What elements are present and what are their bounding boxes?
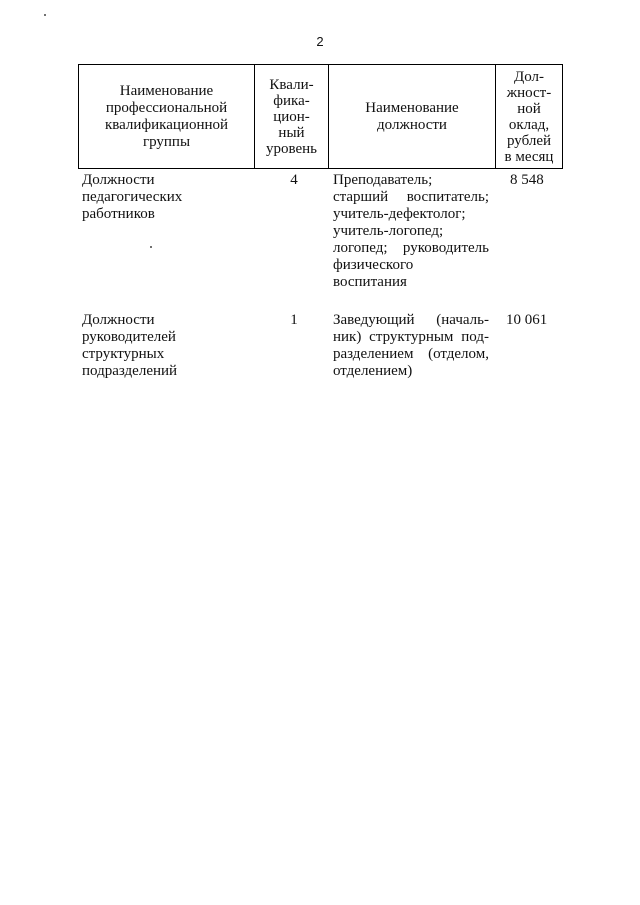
row2-position-line: отделением) [333, 363, 413, 379]
header-salary: Дол- жност- ной оклад, рублей в месяц [496, 65, 563, 169]
scan-speck [44, 14, 46, 16]
row1-group: Должности педагогических работников [82, 172, 183, 222]
row1-position-line: старший воспитатель; [333, 189, 489, 205]
header-position: Наименование должности [329, 65, 496, 169]
row2-group: Должности руководителей структурных подразделений [82, 312, 178, 379]
row2-position-line: Заведующий (началь- [333, 312, 489, 328]
row1-position-line: Преподаватель; [333, 172, 433, 188]
row2-salary: 10 061 [506, 312, 548, 328]
scan-speck [150, 246, 152, 248]
row2-level: 1 [290, 312, 298, 328]
row1-level: 4 [290, 172, 298, 188]
row1-position-line: логопед; руководитель [333, 240, 489, 256]
header-group: Наименование профессиональной квалификационной группы [79, 65, 255, 169]
row1-position-line: учитель-логопед; [333, 223, 444, 239]
row1-position-tail: физического воспитания [333, 257, 414, 290]
page-number: 2 [316, 34, 324, 49]
table-header [78, 64, 563, 169]
row1-position [333, 172, 489, 291]
row2-position [333, 312, 489, 380]
row1-salary: 8 548 [510, 172, 544, 188]
row1-position-line: учитель-дефектолог; [333, 206, 466, 222]
header-level: Квали- фика- цион- ный уровень [255, 65, 329, 169]
row2-position-line: разделением (отделом, [333, 346, 489, 362]
row2-position-line: ник) структурным под- [333, 329, 489, 345]
